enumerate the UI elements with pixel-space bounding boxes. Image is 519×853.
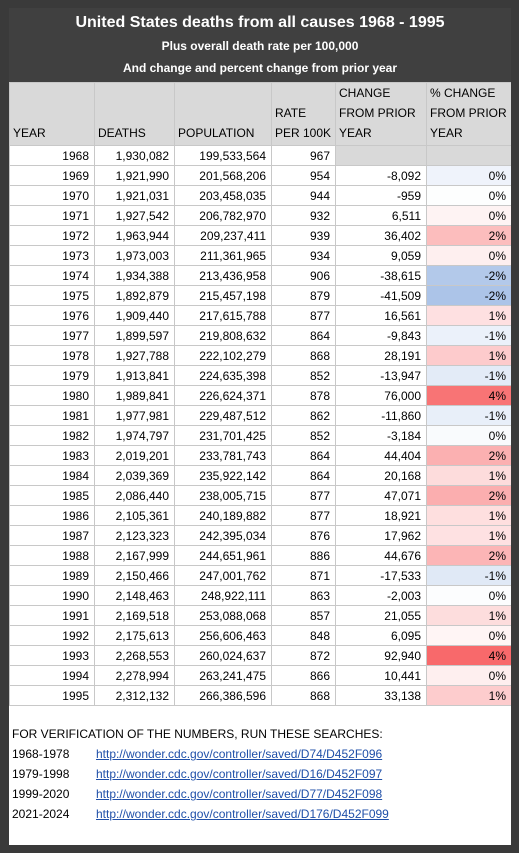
cell-deaths: 2,175,613: [95, 626, 175, 646]
verification-line-1: [12, 744, 508, 764]
cell-rate: 886: [272, 546, 336, 566]
cell-change: -959: [336, 186, 427, 206]
cell-deaths: 1,973,003: [95, 246, 175, 266]
table-row: [10, 226, 512, 246]
cell-year: 1973: [10, 246, 95, 266]
cell-rate: 967: [272, 146, 336, 166]
table-row: [10, 366, 512, 386]
cell-year: 1994: [10, 666, 95, 686]
cell-change: 9,059: [336, 246, 427, 266]
cell-rate: 864: [272, 466, 336, 486]
cell-rate: 872: [272, 646, 336, 666]
cell-rate: 871: [272, 566, 336, 586]
table-row: [10, 566, 512, 586]
cell-rate: 878: [272, 386, 336, 406]
cell-year: 1989: [10, 566, 95, 586]
cell-change: 18,921: [336, 506, 427, 526]
table-row: [10, 646, 512, 666]
verification-line-4: [12, 804, 508, 824]
cell-rate: 868: [272, 346, 336, 366]
cell-rate: 864: [272, 446, 336, 466]
cell-deaths: 1,899,597: [95, 326, 175, 346]
cell-population: 244,651,961: [175, 546, 272, 566]
spreadsheet-panel: [9, 8, 511, 845]
verification-years: 1968-1978: [12, 747, 70, 761]
verification-link[interactable]: http://wonder.cdc.gov/controller/saved/D176/D452F099: [96, 807, 389, 821]
cell-deaths: 1,989,841: [95, 386, 175, 406]
cell-change: -13,947: [336, 366, 427, 386]
cell-deaths: 1,921,990: [95, 166, 175, 186]
cell-deaths: 2,167,999: [95, 546, 175, 566]
cell-change: 20,168: [336, 466, 427, 486]
cell-population: 266,386,596: [175, 686, 272, 706]
cell-population: 242,395,034: [175, 526, 272, 546]
table-row: [10, 666, 512, 686]
cell-deaths: 2,268,553: [95, 646, 175, 666]
header-deaths: DEATHS: [95, 83, 175, 146]
cell-population: 231,701,425: [175, 426, 272, 446]
cell-year: 1976: [10, 306, 95, 326]
cell-rate: 857: [272, 606, 336, 626]
cell-population: 233,781,743: [175, 446, 272, 466]
cell-change: 10,441: [336, 666, 427, 686]
cell-year: 1982: [10, 426, 95, 446]
verification-years: 2021-2024: [12, 807, 70, 821]
cell-population: 226,624,371: [175, 386, 272, 406]
cell-population: 247,001,762: [175, 566, 272, 586]
cell-population: 203,458,035: [175, 186, 272, 206]
cell-pct-change: 4%: [427, 646, 512, 666]
cell-pct-change: 4%: [427, 386, 512, 406]
cell-deaths: 1,921,031: [95, 186, 175, 206]
cell-pct-change: 1%: [427, 346, 512, 366]
cell-population: 253,088,068: [175, 606, 272, 626]
cell-deaths: 2,148,463: [95, 586, 175, 606]
verification-line-3: [12, 784, 508, 804]
table-row: [10, 346, 512, 366]
cell-pct-change: [427, 146, 512, 166]
cell-change: -2,003: [336, 586, 427, 606]
cell-population: 263,241,475: [175, 666, 272, 686]
cell-deaths: 1,934,388: [95, 266, 175, 286]
cell-change: [336, 146, 427, 166]
cell-change: -9,843: [336, 326, 427, 346]
cell-population: 222,102,279: [175, 346, 272, 366]
cell-population: 215,457,198: [175, 286, 272, 306]
cell-change: 33,138: [336, 686, 427, 706]
cell-year: 1968: [10, 146, 95, 166]
table-body: [10, 146, 512, 706]
cell-pct-change: 1%: [427, 306, 512, 326]
cell-rate: 879: [272, 286, 336, 306]
cell-rate: 863: [272, 586, 336, 606]
cell-population: 224,635,398: [175, 366, 272, 386]
table-row: [10, 326, 512, 346]
cell-pct-change: -1%: [427, 406, 512, 426]
cell-population: 219,808,632: [175, 326, 272, 346]
table-row: [10, 266, 512, 286]
verification-years: 1999-2020: [12, 787, 70, 801]
cell-year: 1985: [10, 486, 95, 506]
cell-year: 1995: [10, 686, 95, 706]
cell-change: -3,184: [336, 426, 427, 446]
cell-year: 1975: [10, 286, 95, 306]
header-change: CHANGE FROM PRIOR YEAR: [336, 83, 427, 146]
cell-year: 1987: [10, 526, 95, 546]
cell-deaths: 1,974,797: [95, 426, 175, 446]
cell-deaths: 1,930,082: [95, 146, 175, 166]
cell-deaths: 1,927,788: [95, 346, 175, 366]
table-row: [10, 526, 512, 546]
cell-deaths: 1,927,542: [95, 206, 175, 226]
table-row: [10, 186, 512, 206]
cell-pct-change: 2%: [427, 446, 512, 466]
table-row: [10, 426, 512, 446]
cell-deaths: 2,169,518: [95, 606, 175, 626]
cell-deaths: 1,963,944: [95, 226, 175, 246]
cell-pct-change: 1%: [427, 686, 512, 706]
table-row: [10, 686, 512, 706]
cell-change: 47,071: [336, 486, 427, 506]
table-row: [10, 166, 512, 186]
cell-deaths: 1,977,981: [95, 406, 175, 426]
cell-deaths: 2,039,369: [95, 466, 175, 486]
cell-year: 1977: [10, 326, 95, 346]
cell-population: 235,922,142: [175, 466, 272, 486]
table-row: [10, 506, 512, 526]
subtitle-change: And change and percent change from prior year: [122, 61, 398, 75]
cell-pct-change: 1%: [427, 466, 512, 486]
cell-population: 211,361,965: [175, 246, 272, 266]
verification-title: FOR VERIFICATION OF THE NUMBERS, RUN THESE SEARCHES:: [12, 727, 383, 741]
subtitle-rate: Plus overall death rate per 100,000: [161, 39, 359, 53]
cell-deaths: 1,913,841: [95, 366, 175, 386]
cell-year: 1990: [10, 586, 95, 606]
cell-deaths: 2,278,994: [95, 666, 175, 686]
cell-pct-change: 2%: [427, 546, 512, 566]
cell-year: 1992: [10, 626, 95, 646]
cell-change: 36,402: [336, 226, 427, 246]
table-row: [10, 586, 512, 606]
cell-rate: 944: [272, 186, 336, 206]
cell-population: 199,533,564: [175, 146, 272, 166]
table-row: [10, 546, 512, 566]
cell-rate: 934: [272, 246, 336, 266]
table-row: [10, 386, 512, 406]
verification-link[interactable]: http://wonder.cdc.gov/controller/saved/D16/D452F097: [96, 767, 383, 781]
table-row: [10, 606, 512, 626]
cell-population: 213,436,958: [175, 266, 272, 286]
cell-change: -38,615: [336, 266, 427, 286]
cell-population: 201,568,206: [175, 166, 272, 186]
cell-change: 17,962: [336, 526, 427, 546]
cell-change: 16,561: [336, 306, 427, 326]
verification-years: 1979-1998: [12, 767, 70, 781]
table-row: [10, 406, 512, 426]
verification-link[interactable]: http://wonder.cdc.gov/controller/saved/D77/D452F098: [96, 787, 383, 801]
cell-change: 44,404: [336, 446, 427, 466]
cell-pct-change: 0%: [427, 426, 512, 446]
header-year: YEAR: [10, 83, 95, 146]
cell-pct-change: -1%: [427, 326, 512, 346]
cell-pct-change: 0%: [427, 666, 512, 686]
cell-deaths: 1,892,879: [95, 286, 175, 306]
verification-line-2: [12, 764, 508, 784]
cell-pct-change: -2%: [427, 266, 512, 286]
cell-pct-change: -2%: [427, 286, 512, 306]
table-row: [10, 626, 512, 646]
cell-year: 1991: [10, 606, 95, 626]
cell-pct-change: 2%: [427, 486, 512, 506]
cell-year: 1974: [10, 266, 95, 286]
table-row: [10, 246, 512, 266]
table-row: [10, 486, 512, 506]
cell-year: 1988: [10, 546, 95, 566]
cell-population: 260,024,637: [175, 646, 272, 666]
header-rate: RATE PER 100K: [272, 83, 336, 146]
cell-rate: 866: [272, 666, 336, 686]
cell-rate: 906: [272, 266, 336, 286]
cell-deaths: 2,086,440: [95, 486, 175, 506]
table-row: [10, 206, 512, 226]
cell-change: 76,000: [336, 386, 427, 406]
cell-year: 1969: [10, 166, 95, 186]
table-row: [10, 446, 512, 466]
cell-deaths: 2,150,466: [95, 566, 175, 586]
table-row: [10, 286, 512, 306]
cell-rate: 868: [272, 686, 336, 706]
cell-pct-change: 2%: [427, 226, 512, 246]
cell-deaths: 2,105,361: [95, 506, 175, 526]
header-population: POPULATION: [175, 83, 272, 146]
cell-rate: 848: [272, 626, 336, 646]
title-banner: [9, 8, 511, 82]
table-row: [10, 466, 512, 486]
cell-change: 92,940: [336, 646, 427, 666]
verification-link[interactable]: http://wonder.cdc.gov/controller/saved/D74/D452F096: [96, 747, 383, 761]
cell-rate: 954: [272, 166, 336, 186]
cell-rate: 876: [272, 526, 336, 546]
cell-year: 1978: [10, 346, 95, 366]
cell-rate: 864: [272, 326, 336, 346]
cell-pct-change: 1%: [427, 526, 512, 546]
cell-population: 209,237,411: [175, 226, 272, 246]
cell-population: 256,606,463: [175, 626, 272, 646]
cell-change: -17,533: [336, 566, 427, 586]
table-row: [10, 306, 512, 326]
cell-rate: 877: [272, 506, 336, 526]
cell-rate: 877: [272, 486, 336, 506]
cell-year: 1993: [10, 646, 95, 666]
cell-rate: 939: [272, 226, 336, 246]
cell-change: -11,860: [336, 406, 427, 426]
cell-year: 1970: [10, 186, 95, 206]
cell-rate: 852: [272, 366, 336, 386]
cell-population: 206,782,970: [175, 206, 272, 226]
cell-deaths: 2,312,132: [95, 686, 175, 706]
cell-population: 229,487,512: [175, 406, 272, 426]
cell-population: 240,189,882: [175, 506, 272, 526]
cell-year: 1981: [10, 406, 95, 426]
cell-rate: 852: [272, 426, 336, 446]
cell-pct-change: 0%: [427, 166, 512, 186]
cell-change: -41,509: [336, 286, 427, 306]
cell-change: 6,511: [336, 206, 427, 226]
cell-pct-change: -1%: [427, 366, 512, 386]
cell-pct-change: 0%: [427, 206, 512, 226]
cell-year: 1980: [10, 386, 95, 406]
cell-year: 1984: [10, 466, 95, 486]
cell-pct-change: 1%: [427, 606, 512, 626]
cell-pct-change: 1%: [427, 506, 512, 526]
cell-year: 1979: [10, 366, 95, 386]
cell-change: 44,676: [336, 546, 427, 566]
cell-change: -8,092: [336, 166, 427, 186]
page-title: United States deaths from all causes 1968 - 1995: [75, 14, 445, 31]
cell-rate: 932: [272, 206, 336, 226]
cell-population: 248,922,111: [175, 586, 272, 606]
cell-year: 1983: [10, 446, 95, 466]
cell-population: 238,005,715: [175, 486, 272, 506]
deaths-table: [9, 82, 511, 706]
verification-notes: [12, 724, 508, 824]
cell-population: 217,615,788: [175, 306, 272, 326]
cell-year: 1986: [10, 506, 95, 526]
cell-year: 1971: [10, 206, 95, 226]
cell-pct-change: 0%: [427, 626, 512, 646]
cell-year: 1972: [10, 226, 95, 246]
cell-change: 28,191: [336, 346, 427, 366]
header-row: [10, 83, 512, 146]
cell-pct-change: 0%: [427, 586, 512, 606]
cell-pct-change: 0%: [427, 186, 512, 206]
cell-rate: 877: [272, 306, 336, 326]
cell-deaths: 2,123,323: [95, 526, 175, 546]
header-pct-change: % CHANGE FROM PRIOR YEAR: [427, 83, 512, 146]
cell-change: 6,095: [336, 626, 427, 646]
cell-change: 21,055: [336, 606, 427, 626]
cell-deaths: 2,019,201: [95, 446, 175, 466]
cell-pct-change: -1%: [427, 566, 512, 586]
cell-rate: 862: [272, 406, 336, 426]
table-row: [10, 146, 512, 166]
cell-deaths: 1,909,440: [95, 306, 175, 326]
cell-pct-change: 0%: [427, 246, 512, 266]
